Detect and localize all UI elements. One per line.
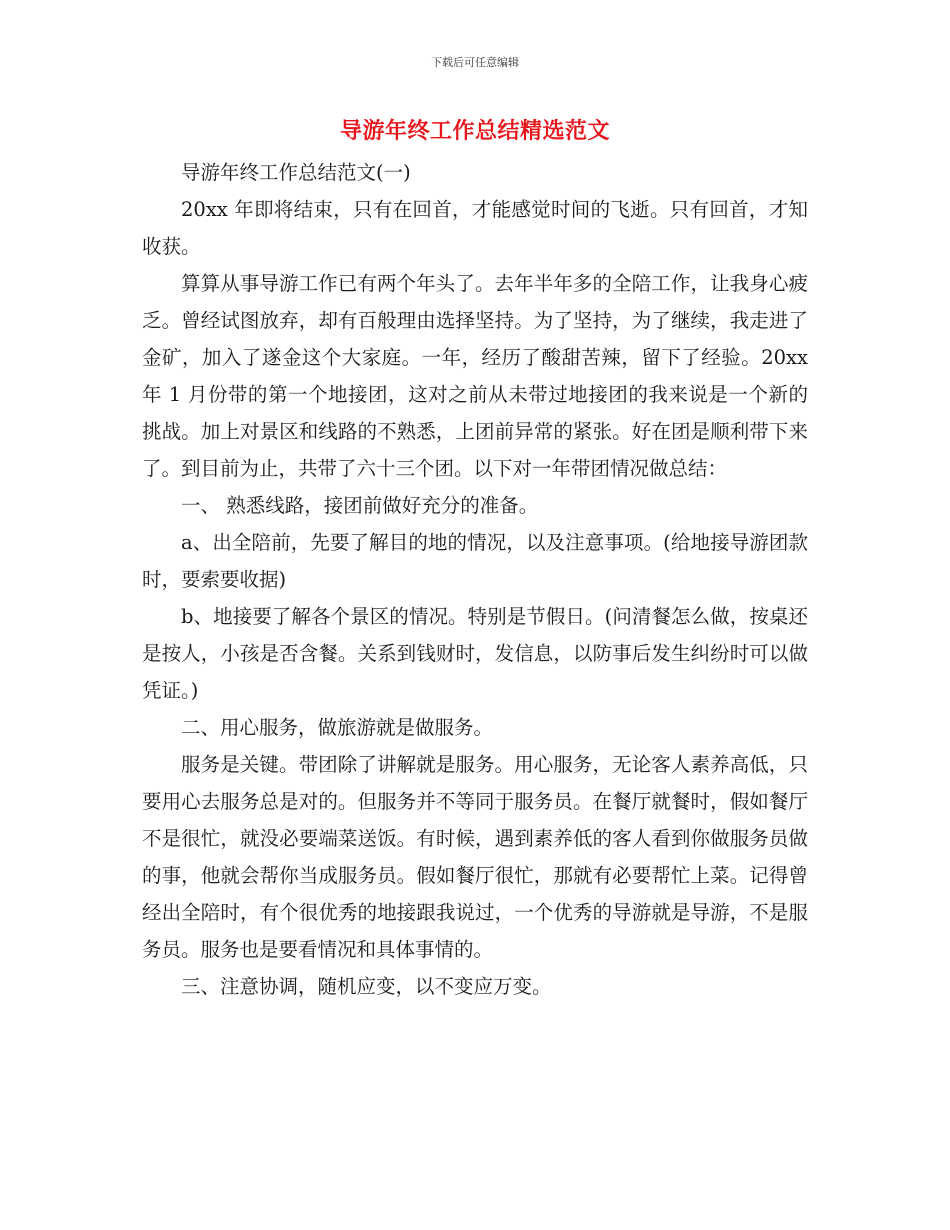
- paragraph: a、出全陪前，先要了解目的地的情况，以及注意事项。(给地接导游团款时，要索要收据): [142, 531, 808, 591]
- paragraph-subtitle: 导游年终工作总结范文(一): [181, 161, 411, 184]
- paragraph: b、地接要了解各个景区的情况。特别是节假日。(问清餐怎么做，按桌还是按人，小孩是否含餐。关系到钱财时，发信息，以防事后发生纠纷时可以做凭证。): [142, 605, 808, 702]
- page-header-note: 下载后可任意编辑: [431, 56, 519, 69]
- section-heading: 一、 熟悉线路，接团前做好充分的准备。: [181, 494, 539, 517]
- paragraph: 20xx 年即将结束，只有在回首，才能感觉时间的飞逝。只有回首，才知收获。: [142, 198, 808, 258]
- paragraph: 算算从事导游工作已有两个年头了。去年半年多的全陪工作，让我身心疲乏。曾经试图放弃，却有百般理由选择坚持。为了坚持，为了继续，我走进了金矿，加入了遂金这个大家庭。一年，经历了酸甜苦辣，留下了经验。20xx 年 1 月份带的第一个地接团，这对之前从未带过地接团的我来说是一个新的挑战。加上对景区和线路的不熟悉，上团前异常的紧张。好在团是顺利带下来了。到目前为止，共带了六十三个团。以下对一年带团情况做总结：: [142, 272, 808, 480]
- section-heading: 三、注意协调，随机应变，以不变应万变。: [181, 975, 552, 998]
- document-body: [142, 154, 808, 1005]
- paragraph: 服务是关键。带团除了讲解就是服务。用心服务，无论客人素养高低，只要用心去服务总是对的。但服务并不等同于服务员。在餐厅就餐时，假如餐厅不是很忙，就没必要端菜送饭。有时候，遇到素养低的客人看到你做服务员做的事，他就会帮你当成服务员。假如餐厅很忙，那就有必要帮忙上菜。记得曾经出全陪时，有个很优秀的地接跟我说过，一个优秀的导游就是导游，不是服务员。服务也是要看情况和具体事情的。: [142, 753, 808, 961]
- section-heading: 二、用心服务，做旅游就是做服务。: [181, 716, 494, 739]
- document-title: 导游年终工作总结精选范文: [339, 119, 610, 144]
